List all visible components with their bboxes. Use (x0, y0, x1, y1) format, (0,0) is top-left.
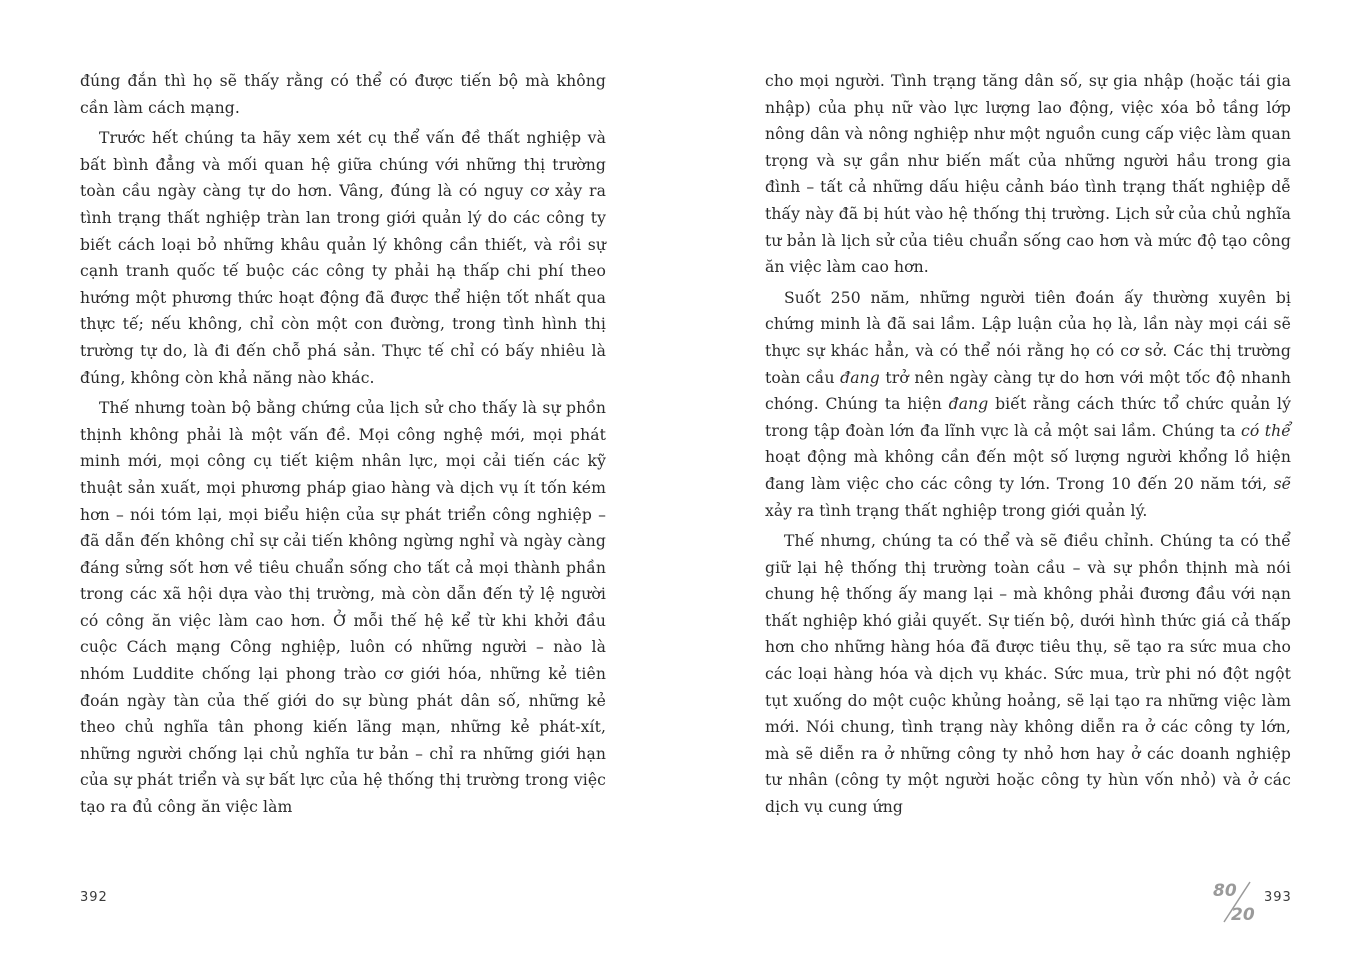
text-run: Suốt 250 năm, những người tiên đoán ấy thường xuyên bị chứng minh là đã sai lầm. Lập luận của họ là, lần này mọi cái sẽ thực sự khác hẳn, và có thể nói rằng họ có cơ sở. Các thị trường toàn cầu (765, 288, 1291, 387)
emphasis-run: đang (840, 368, 880, 387)
text-run: Thế nhưng, chúng ta có thể và sẽ điều chỉnh. Chúng ta có thể giữ lại hệ thống thị trường toàn cầu – và sự phồn thịnh mà nói chung hệ thống ấy mang lại – mà không phải đương đầu với nạn thất nghiệp khó giải quyết. Sự tiến bộ, dưới hình thức giá cả thấp hơn cho những hàng hóa đã được tiêu thụ, sẽ tạo ra sức mua cho các loại hàng hóa và dịch vụ khác. Sức mua, trừ phi nó đột ngột tụt xuống do một cuộc khủng hoảng, sẽ lại tạo ra những việc làm mới. Nói chung, tình trạng này không diễn ra ở các công ty lớn, mà sẽ diễn ra ở những công ty nhỏ hơn hay ở các doanh nghiệp tư nhân (công ty một người hoặc công ty hùn vốn nhỏ) và ở các dịch vụ cung ứng (765, 532, 1291, 817)
paragraph (80, 68, 606, 121)
text-run: xảy ra tình trạng thất nghiệp trong giới quản lý. (765, 501, 1148, 520)
text-run: Thế nhưng toàn bộ bằng chứng của lịch sử cho thấy là sự phồn thịnh không phải là một vấn đề. Mọi công nghệ mới, mọi phát minh mới, mọi công cụ tiết kiệm nhân lực, mọi cải tiến các kỹ thuật sản xuất, mọi phương pháp giao hàng và dịch vụ ít tốn kém hơn – nói tóm lại, mọi biểu hiện của sự phát triển công nghiệp – đã dẫn đến không chỉ sự cải tiến không ngừng nghỉ và ngày càng đáng sửng sốt hơn về tiêu chuẩn sống cho tất cả mọi thành phần trong các xã hội dựa vào thị trường, mà còn dẫn đến tỷ lệ người có công ăn việc làm cao hơn. Ở mỗi thế hệ kể từ khi khởi đầu cuộc Cách mạng Công nghiệp, luôn có những người – nào là nhóm Luddite chống lại phong trào cơ giới hóa, những kẻ tiên đoán ngày tàn của thế giới do sự bùng phát dân số, những kẻ theo chủ nghĩa tân phong kiến lãng mạn, những kẻ phát-xít, những người chống lại chủ nghĩa tư bản – chỉ ra những giới hạn của sự phát triển và sự bất lực của hệ thống thị trường trong việc tạo ra đủ công ăn việc làm (80, 399, 606, 817)
page-number-right: 393 (1264, 890, 1292, 905)
page-number-left: 392 (80, 890, 108, 905)
paragraph (80, 125, 606, 391)
paragraph (765, 68, 1291, 281)
logo-numerator: 80 (1213, 881, 1237, 901)
publisher-logo-8020 (1210, 876, 1262, 924)
text-run: biết rằng cách thức tổ chức quản lý trong tập đoàn lớn đa lĩnh vực là cả một sai lầm. Chúng ta (765, 395, 1291, 440)
right-page-body (765, 68, 1291, 825)
emphasis-run: đang (948, 395, 989, 414)
emphasis-run: sẽ (1273, 474, 1291, 493)
paragraph (765, 285, 1291, 524)
emphasis-run: có thể (1241, 421, 1291, 440)
text-run: cho mọi người. Tình trạng tăng dân số, sự gia nhập (hoặc tái gia nhập) của phụ nữ vào lực lượng lao động, việc xóa bỏ tầng lớp nông dân và nông nghiệp như một nguồn cung cấp việc làm quan trọng và sự gần như biến mất của những người hầu trong gia đình – tất cả những dấu hiệu cảnh báo tình trạng thất nghiệp dễ thấy này đã bị hút vào hệ thống thị trường. Lịch sử của chủ nghĩa tư bản là lịch sử của tiêu chuẩn sống cao hơn và mức độ tạo công ăn việc làm cao hơn. (765, 72, 1291, 277)
text-run: trở nên ngày càng tự do hơn với một tốc độ nhanh chóng. Chúng ta hiện (765, 368, 1291, 414)
text-run: hoạt động mà không cần đến một số lượng người khổng lồ hiện đang làm việc cho các công ty lớn. Trong 10 đến 20 năm tới, (765, 448, 1291, 493)
text-run: Trước hết chúng ta hãy xem xét cụ thể vấn đề thất nghiệp và bất bình đẳng và mối quan hệ giữa chúng với những thị trường toàn cầu ngày càng tự do hơn. Vâng, đúng là có nguy cơ xảy ra tình trạng thất nghiệp tràn lan trong giới quản lý do các công ty biết cách loại bỏ những khâu quản lý không cần thiết, và rồi sự cạnh tranh quốc tế buộc các công ty phải hạ thấp chi phí theo hướng một phương thức hoạt động đã được thể hiện tốt nhất qua thực tế; nếu không, chỉ còn một con đường, trong tình hình thị trường tự do, là đi đến chỗ phá sản. Thực tế chỉ có bấy nhiêu là đúng, không còn khả năng nào khác. (80, 129, 606, 387)
left-page-body (80, 68, 606, 825)
logo-denominator: 20 (1231, 905, 1255, 924)
paragraph (80, 395, 606, 821)
paragraph (765, 528, 1291, 821)
text-run: đúng đắn thì họ sẽ thấy rằng có thể có được tiến bộ mà không cần làm cách mạng. (80, 72, 606, 117)
